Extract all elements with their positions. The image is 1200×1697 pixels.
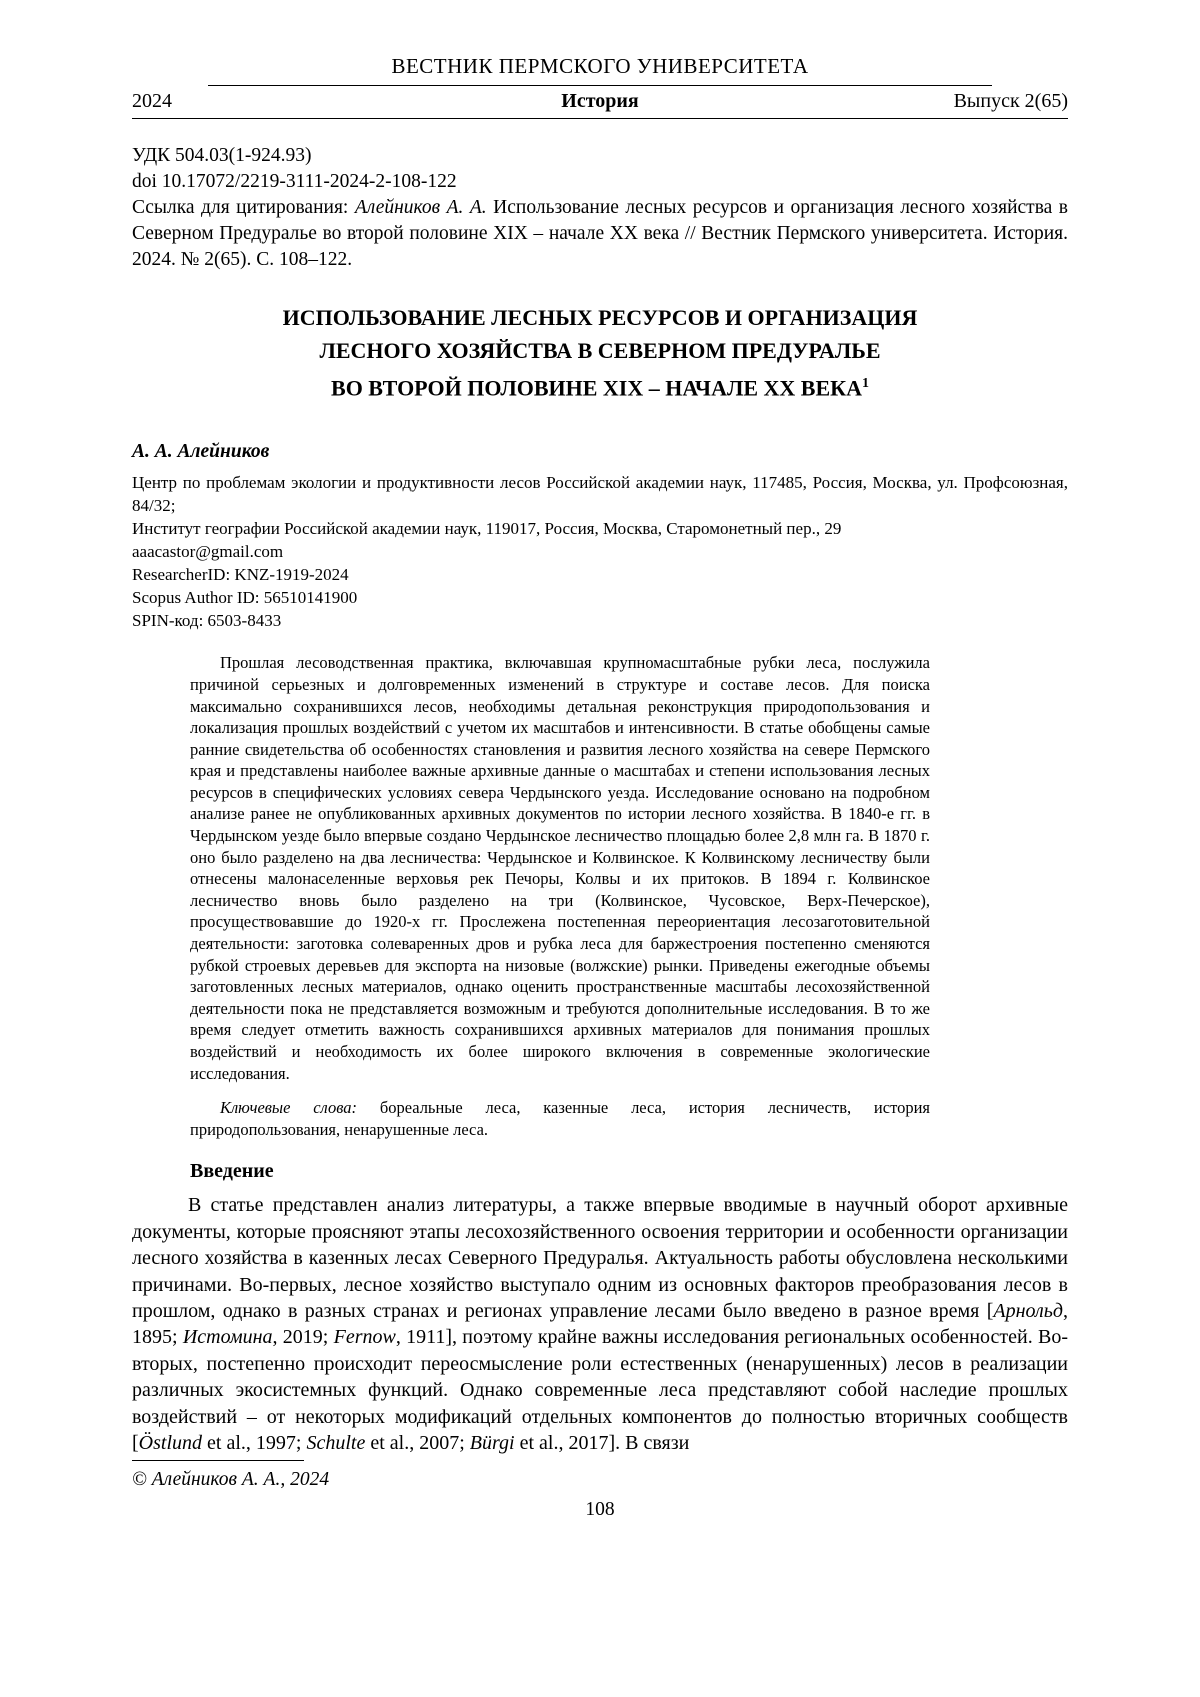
title-line-2: ЛЕСНОГО ХОЗЯЙСТВА В СЕВЕРНОМ ПРЕДУРАЛЬЕ xyxy=(319,338,881,363)
page-number: 108 xyxy=(585,1499,615,1520)
author-name: А. А. Алейников xyxy=(132,441,270,463)
issue-year: 2024 xyxy=(132,90,172,112)
masthead-rule xyxy=(208,85,992,86)
abstract-text: Прошлая лесоводственная практика, включавшая крупномасштабные рубки леса, послужила причиной серьезных и долговременных изменений в структуре и составе лесов. Для поиска максимально сохранившихся лесов, необходимы детальная реконструкция природопользования и локализация прошлых воздействий с учетом их масштабов и интенсивности. В статье обобщены самые ранние свидетельства об особенностях становления и развития лесного хозяйства на севере Пермского края и представлены наиболее важные архивные данные о масштабах и степени использования лесных ресурсов в специфических условиях севера Чердынского уезда. Исследование основано на подробном анализе ранее не опубликованных архивных документов по истории лесного хозяйства. В 1840-е гг. в Чердынском уезде было впервые создано Чердынское лесничество площадью более 2,8 млн га. В 1870 г. оно было разделено на два лесничества: Чердынское и Колвинское. К Колвинскому лесничеству были отнесены малонаселенные верховья рек Печоры, Колвы и их притоков. В 1894 г. Колвинское лесничество вновь было разделено на три (Колвинское, Чусовское, Верх-Печерское), просуществовавшие до 1920-х гг. Прослежена постепенная переориентация лесозаготовительной деятельности: заготовка солеваренных дров и рубка леса для баржестроения постепенно сменяются рубкой строевых деревьев для экспорта на низовые (волжские) рынки. Приведены ежегодные объемы заготовленных лесных материалов, однако оценить пространственные масштабы лесохозяйственной деятельности пока не представляется возможным и требуются дополнительные исследования. В то же время следует отметить важность сохранившихся архивных материалов для понимания прошлых воздействий и необходимость их более широкого включения в современные экологические исследования. xyxy=(190,653,930,1083)
abstract-block xyxy=(190,652,930,1140)
introduction-paragraph: В статье представлен анализ литературы, а также впервые вводимые в научный оборот архивные документы, которые проясняют этапы лесохозяйственного освоения территории и особенности организации лесного хозяйства в казенных лесах Северного Предуралья. Актуальность работы обусловлена несколькими причинами. Во-первых, лесное хозяйство выступало одним из основных факторов преобразования лесов в прошлом, однако в разных странах и регионах управление лесами было введено в разное время [Арнольд, 1895; Истомина, 2019; Fernow, 1911], поэтому крайне важны исследования региональных особенностей. Во-вторых, постепенно происходит переосмысление роли естественных (ненарушенных) лесов в реализации различных экосистемных функций. Однако современные леса представляют собой наследие прошлых воздействий – от некоторых модификаций отдельных компонентов до полностью вторичных сообществ [Östlund et al., 1997; Schulte et al., 2007; Bürgi et al., 2017]. В связи xyxy=(132,1194,1068,1455)
author-email: aaacastor@gmail.com xyxy=(132,542,284,562)
article-title xyxy=(132,301,1068,404)
article-meta xyxy=(132,143,1068,273)
udk-line: УДК 504.03(1-924.93) xyxy=(132,145,312,166)
journal-series: История xyxy=(561,90,639,112)
header-rule xyxy=(132,118,1068,119)
title-line-3: ВО ВТОРОЙ ПОЛОВИНЕ XIX – НАЧАЛЕ XX ВЕКА xyxy=(331,375,862,401)
affiliation-1: Центр по проблемам экологии и продуктивности лесов Российской академии наук, 117485, Россия, Москва, ул. Профсоюзная, 84/32; xyxy=(132,473,1068,516)
spin-code: SPIN-код: 6503-8433 xyxy=(132,611,282,631)
page-footer xyxy=(132,1460,1068,1522)
doi-line: doi 10.17072/2219-3111-2024-2-108-122 xyxy=(132,171,457,192)
affiliation-2: Институт географии Российской академии наук, 119017, Россия, Москва, Старомонетный пер., 29 xyxy=(132,519,842,539)
keywords-line: Ключевые слова: бореальные леса, казенные леса, история лесничеств, история природопользования, ненарушенные леса. xyxy=(190,1098,931,1139)
journal-masthead: ВЕСТНИК ПЕРМСКОГО УНИВЕРСИТЕТА xyxy=(391,54,809,78)
footnote-rule xyxy=(132,1460,304,1461)
section-heading-introduction: Введение xyxy=(190,1160,274,1183)
issue-row xyxy=(132,88,1068,114)
issue-number: Выпуск 2(65) xyxy=(953,90,1068,112)
title-footnote-mark: 1 xyxy=(861,376,869,391)
author-affiliations xyxy=(132,471,1068,632)
scopus-id: Scopus Author ID: 56510141900 xyxy=(132,588,358,608)
title-line-1: ИСПОЛЬЗОВАНИЕ ЛЕСНЫХ РЕСУРСОВ И ОРГАНИЗАЦИЯ xyxy=(282,305,918,330)
citation-line: Ссылка для цитирования: Алейников А. А. Использование лесных ресурсов и организация лесного хозяйства в Северном Предуралье во второй половине XIX – начале XX века // Вестник Пермского университета. История. 2024. № 2(65). С. 108–122. xyxy=(132,197,1068,270)
researcher-id: ResearcherID: KNZ-1919-2024 xyxy=(132,565,349,585)
copyright-line: © Алейников А. А., 2024 xyxy=(132,1469,330,1490)
